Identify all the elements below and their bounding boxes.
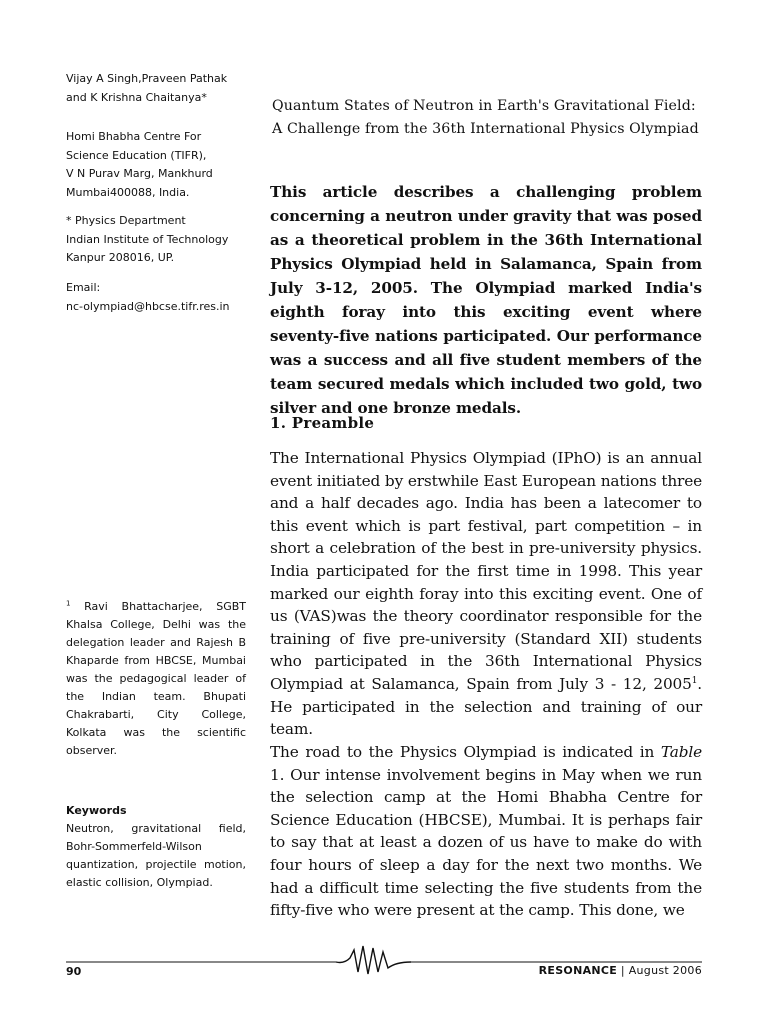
body-paragraph-1 [270,447,702,741]
email-label: Email: [66,281,101,294]
footnote-ref[interactable]: 1 [691,675,698,686]
keywords-title: Keywords [66,804,127,817]
affiliation-line: Indian Institute of Technology [66,232,229,246]
journal-info [539,964,702,977]
para1-text: The International Physics Olympiad (IPhO) is an annual event initiated by erstwhile East European nations three and a half decades ago. India has been a latecomer to this event which is part festival, part competition – in short a celebration of the best in pre-university physics. India participated for the first time in 1998. This year marked our eighth foray into this exciting event. One of us (VAS)was the theory coordinator responsible for the training of five pre-university (Standard XII) students who participated in the 36th International Physics Olympiad at Salamanca, Spain from July 3 - 12, 2005 [270,449,702,693]
journal-issue: August 2006 [628,964,702,977]
affiliation-line: Kanpur 208016, UP. [66,251,175,264]
para2-text: The road to the Physics Olympiad is indicated in [270,743,661,761]
title-line-2: A Challenge from the 36th International Physics Olympiad [272,121,699,137]
email-address[interactable]: nc-olympiad@hbcse.tifr.res.in [66,299,230,313]
keywords-block [66,802,246,892]
journal-name: RESONANCE [538,964,618,977]
author-line-1: Vijay A Singh,Praveen Pathak [66,72,228,85]
email-block [66,279,246,316]
author-line-2: and K Krishna Chaitanya* [66,90,207,104]
body-paragraph-2 [270,741,702,922]
affiliation-line: * Physics Department [66,214,186,227]
affiliation-iit [66,212,246,268]
affiliation-line: Science Education (TIFR), [66,148,207,162]
page-number: 90 [66,965,82,978]
title-line-1: Quantum States of Neutron in Earth's Gravitational Field: [272,98,696,114]
abstract: This article describes a challenging problem concerning a neutron under gravity that was posed as a theoretical problem in the 36th International Physics Olympiad held in Salamanca, Spain from July 3-12, 2005. The Olympiad marked India's eighth foray into this exciting event where seventy-five nations participated. Our performance was a success and all five student members of the team secured medals which included two gold, two silver and one bronze medals. [270,183,702,417]
table-ref: Table [660,743,702,761]
affiliation-line: Mumbai400088, India. [66,185,190,199]
article-title [272,95,712,141]
footnote [66,598,246,760]
affiliation-line: Homi Bhabha Centre For [66,130,202,143]
footnote-text: Ravi Bhattacharjee, SGBT Khalsa College, Delhi was the delegation leader and Rajesh B Khaparde from HBCSE, Mumbai was the pedagogical leader of the Indian team. Bhupati Chakrabarti, City College, Kolkata was the scientific observer. [66,600,246,757]
keywords-text: Neutron, gravitational field, Bohr-Sommerfeld-Wilson quantization, projectile motion, elastic collision, Olympiad. [66,822,246,889]
affiliation-hbcse [66,128,246,202]
para1-tail: . He participated in the selection and training of our team. [270,674,702,739]
para2-tail: 1. Our intense involvement begins in May when we run the selection camp at the Homi Bhabha Centre for Science Education (HBCSE), Mumbai. It is perhaps fair to say that at least a dozen of us have to make do with four hours of sleep a day for the next two months. We had a difficult time selecting the five students from the fifty-five who were present at the camp. This done, we [270,765,702,920]
journal-separator: | [620,964,625,977]
section-heading: 1. Preamble [270,414,375,432]
footnote-marker: 1 [66,599,71,608]
author-names [66,70,246,107]
affiliation-line: V N Purav Marg, Mankhurd [66,167,213,180]
